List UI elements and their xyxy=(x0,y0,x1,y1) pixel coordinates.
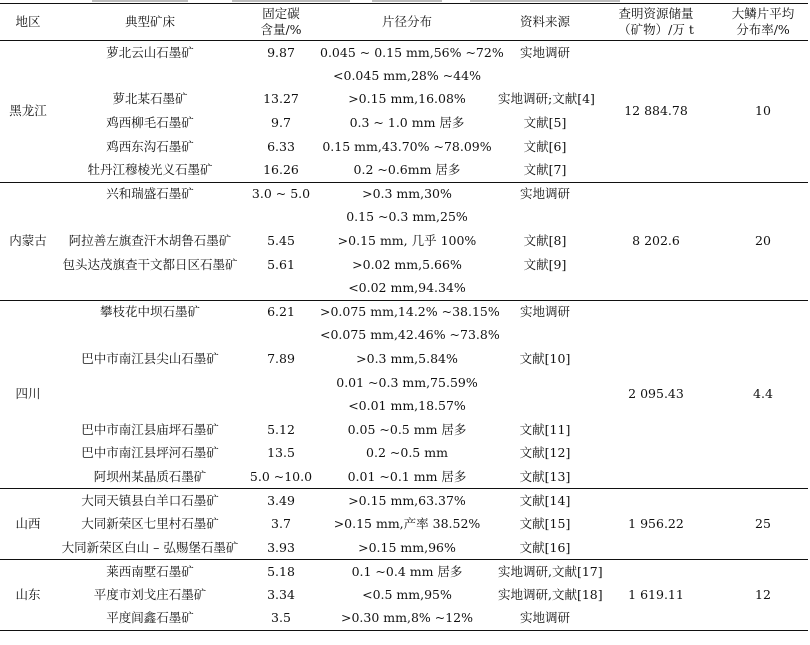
distribution-cell: <0.045 mm,28% ~44% xyxy=(333,67,481,83)
header-reserve: 查明资源储量 （矿物）/万 t xyxy=(618,6,694,37)
mine-cell: 巴中市南江县尖山石墨矿 xyxy=(81,351,219,367)
carbon-cell: 3.49 xyxy=(267,492,295,508)
source-cell: 实地调研 xyxy=(519,610,570,626)
source-cell: 实地调研 xyxy=(519,186,570,202)
source-cell: 文献[13] xyxy=(519,468,571,484)
source-cell: 文献[14] xyxy=(519,492,571,508)
carbon-cell: 9.87 xyxy=(267,44,295,60)
carbon-cell: 3.93 xyxy=(267,539,295,555)
distribution-cell: >0.15 mm,63.37% xyxy=(348,492,466,508)
carbon-cell: 5.18 xyxy=(267,563,295,579)
carbon-cell: 6.21 xyxy=(267,304,295,320)
distribution-cell: 0.1 ~0.4 mm 居多 xyxy=(351,563,463,579)
mine-cell: 平度市刘戈庄石墨矿 xyxy=(93,586,207,602)
carbon-cell: 5.12 xyxy=(267,421,295,437)
table-row xyxy=(0,182,808,206)
flake-rate-cell: 12 xyxy=(755,586,771,602)
header-distribution: 片径分布 xyxy=(381,14,432,29)
distribution-cell: 0.15 ~0.3 mm,25% xyxy=(346,209,468,225)
distribution-cell: <0.075 mm,42.46% ~73.8% xyxy=(320,327,500,343)
reserve-cell: 8 202.6 xyxy=(632,233,680,249)
carbon-cell xyxy=(244,206,318,230)
flake-rate-cell: 25 xyxy=(755,516,771,532)
distribution-cell: 0.15 mm,43.70% ~78.09% xyxy=(322,138,492,154)
mine-cell: 阿拉善左旗查汗木胡鲁石墨矿 xyxy=(68,233,232,249)
carbon-cell xyxy=(244,371,318,395)
carbon-cell xyxy=(244,276,318,300)
reserve-cell: 2 095.43 xyxy=(628,386,684,402)
table-row xyxy=(0,489,808,513)
distribution-cell: <0.02 mm,94.34% xyxy=(348,279,466,295)
mine-cell: 牡丹江穆棱光义石墨矿 xyxy=(87,162,213,178)
mine-cell xyxy=(56,64,244,88)
carbon-cell xyxy=(244,394,318,418)
region-cell: 四川 xyxy=(15,386,41,402)
header-source: 资料来源 xyxy=(519,14,570,29)
distribution-cell: <0.01 mm,18.57% xyxy=(348,398,466,414)
mine-cell: 大同天镇县白羊口石墨矿 xyxy=(81,492,219,508)
source-cell xyxy=(496,324,594,348)
flake-rate-cell: 10 xyxy=(755,103,771,119)
carbon-cell: 13.5 xyxy=(267,445,295,461)
mine-cell: 包头达茂旗查干文都日区石墨矿 xyxy=(62,256,238,272)
distribution-cell: >0.3 mm,30% xyxy=(362,186,452,202)
carbon-cell: 3.5 xyxy=(271,610,291,626)
distribution-cell: <0.5 mm,95% xyxy=(362,586,452,602)
distribution-cell: 0.01 ~0.3 mm,75.59% xyxy=(336,374,478,390)
reserve-cell: 1 956.22 xyxy=(628,516,684,532)
mine-cell: 大同新荣区七里村石墨矿 xyxy=(81,516,219,532)
source-cell: 实地调研,文献[17] xyxy=(498,563,603,579)
region-cell: 山东 xyxy=(15,586,41,602)
mine-cell: 平度闾鑫石墨矿 xyxy=(106,610,194,626)
source-cell: 文献[16] xyxy=(519,539,571,555)
mine-cell xyxy=(56,206,244,230)
source-cell: 实地调研;文献[4] xyxy=(498,91,595,107)
mine-cell xyxy=(56,371,244,395)
table-row xyxy=(0,560,808,584)
flake-rate-cell: 4.4 xyxy=(753,386,773,402)
source-cell: 文献[9] xyxy=(523,256,567,272)
source-cell xyxy=(496,64,594,88)
mine-cell: 莱西南墅石墨矿 xyxy=(106,563,194,579)
table-row xyxy=(0,300,808,324)
carbon-cell: 3.0 ~ 5.0 xyxy=(251,186,311,202)
carbon-cell: 3.7 xyxy=(271,516,291,532)
distribution-cell: >0.15 mm,96% xyxy=(358,539,456,555)
mine-cell: 兴和瑞盛石墨矿 xyxy=(106,186,194,202)
mine-cell: 萝北某石墨矿 xyxy=(112,91,188,107)
source-cell xyxy=(496,206,594,230)
header-mine: 典型矿床 xyxy=(124,14,175,29)
distribution-cell: 0.05 ~0.5 mm 居多 xyxy=(347,421,467,437)
source-cell: 文献[10] xyxy=(519,351,571,367)
graphite-deposit-table xyxy=(0,3,808,631)
mine-cell: 阿坝州某晶质石墨矿 xyxy=(93,468,207,484)
distribution-cell: >0.15 mm,产率 38.52% xyxy=(333,516,481,532)
mine-cell: 鸡西东沟石墨矿 xyxy=(106,138,194,154)
distribution-cell: 0.3 ~ 1.0 mm 居多 xyxy=(349,115,465,131)
distribution-cell: >0.15 mm, 几乎 100% xyxy=(337,233,477,249)
distribution-cell: >0.15 mm,16.08% xyxy=(348,91,466,107)
source-cell: 文献[15] xyxy=(519,516,571,532)
distribution-cell: 0.2 ~0.6mm 居多 xyxy=(353,162,461,178)
source-cell: 文献[6] xyxy=(523,138,567,154)
source-cell: 文献[5] xyxy=(523,115,567,131)
region-cell: 内蒙古 xyxy=(9,233,47,249)
table-header-row xyxy=(0,4,808,41)
mine-cell: 巴中市南江县坪河石墨矿 xyxy=(81,445,219,461)
table-row xyxy=(0,41,808,65)
distribution-cell: 0.045 ~ 0.15 mm,56% ~72% xyxy=(320,44,504,60)
distribution-cell: 0.2 ~0.5 mm xyxy=(366,445,448,461)
distribution-cell: >0.3 mm,5.84% xyxy=(356,351,458,367)
mine-cell: 攀枝花中坝石墨矿 xyxy=(99,304,200,320)
region-cell: 黑龙江 xyxy=(9,103,47,119)
source-cell: 实地调研,文献[18] xyxy=(498,586,603,602)
mine-cell: 巴中市南江县庙坪石墨矿 xyxy=(81,421,219,437)
region-cell: 山西 xyxy=(15,516,41,532)
carbon-cell: 3.34 xyxy=(267,586,295,602)
source-cell: 文献[7] xyxy=(523,162,567,178)
carbon-cell: 13.27 xyxy=(263,91,299,107)
mine-cell: 萝北云山石墨矿 xyxy=(106,44,194,60)
carbon-cell: 6.33 xyxy=(267,138,295,154)
carbon-cell: 5.45 xyxy=(267,233,295,249)
carbon-cell xyxy=(244,64,318,88)
distribution-cell: >0.02 mm,5.66% xyxy=(352,256,462,272)
source-cell xyxy=(496,394,594,418)
flake-rate-cell: 20 xyxy=(755,233,771,249)
carbon-cell: 5.61 xyxy=(267,256,295,272)
table-body xyxy=(0,41,808,631)
header-flake-rate: 大鳞片平均 分布率/% xyxy=(731,6,795,37)
reserve-cell: 12 884.78 xyxy=(624,103,688,119)
source-cell: 文献[11] xyxy=(519,421,571,437)
source-cell: 文献[8] xyxy=(523,233,567,249)
distribution-cell: >0.075 mm,14.2% ~38.15% xyxy=(320,304,500,320)
carbon-cell: 16.26 xyxy=(263,162,299,178)
carbon-cell: 7.89 xyxy=(267,351,295,367)
source-cell: 实地调研 xyxy=(519,44,570,60)
mine-cell xyxy=(56,276,244,300)
mine-cell xyxy=(56,324,244,348)
header-carbon: 固定碳 含量/% xyxy=(260,6,302,37)
source-cell xyxy=(496,276,594,300)
distribution-cell: >0.30 mm,8% ~12% xyxy=(340,610,474,626)
source-cell: 实地调研 xyxy=(519,304,570,320)
source-cell xyxy=(496,371,594,395)
mine-cell: 大同新荣区白山 – 弘赐堡石墨矿 xyxy=(61,539,239,555)
mine-cell: 鸡西柳毛石墨矿 xyxy=(106,115,194,131)
source-cell: 文献[12] xyxy=(519,445,571,461)
carbon-cell: 5.0 ~10.0 xyxy=(249,468,313,484)
mine-cell xyxy=(56,394,244,418)
reserve-cell: 1 619.11 xyxy=(628,586,684,602)
header-region: 地区 xyxy=(15,14,41,29)
carbon-cell xyxy=(244,324,318,348)
distribution-cell: 0.01 ~0.1 mm 居多 xyxy=(347,468,467,484)
carbon-cell: 9.7 xyxy=(271,115,291,131)
